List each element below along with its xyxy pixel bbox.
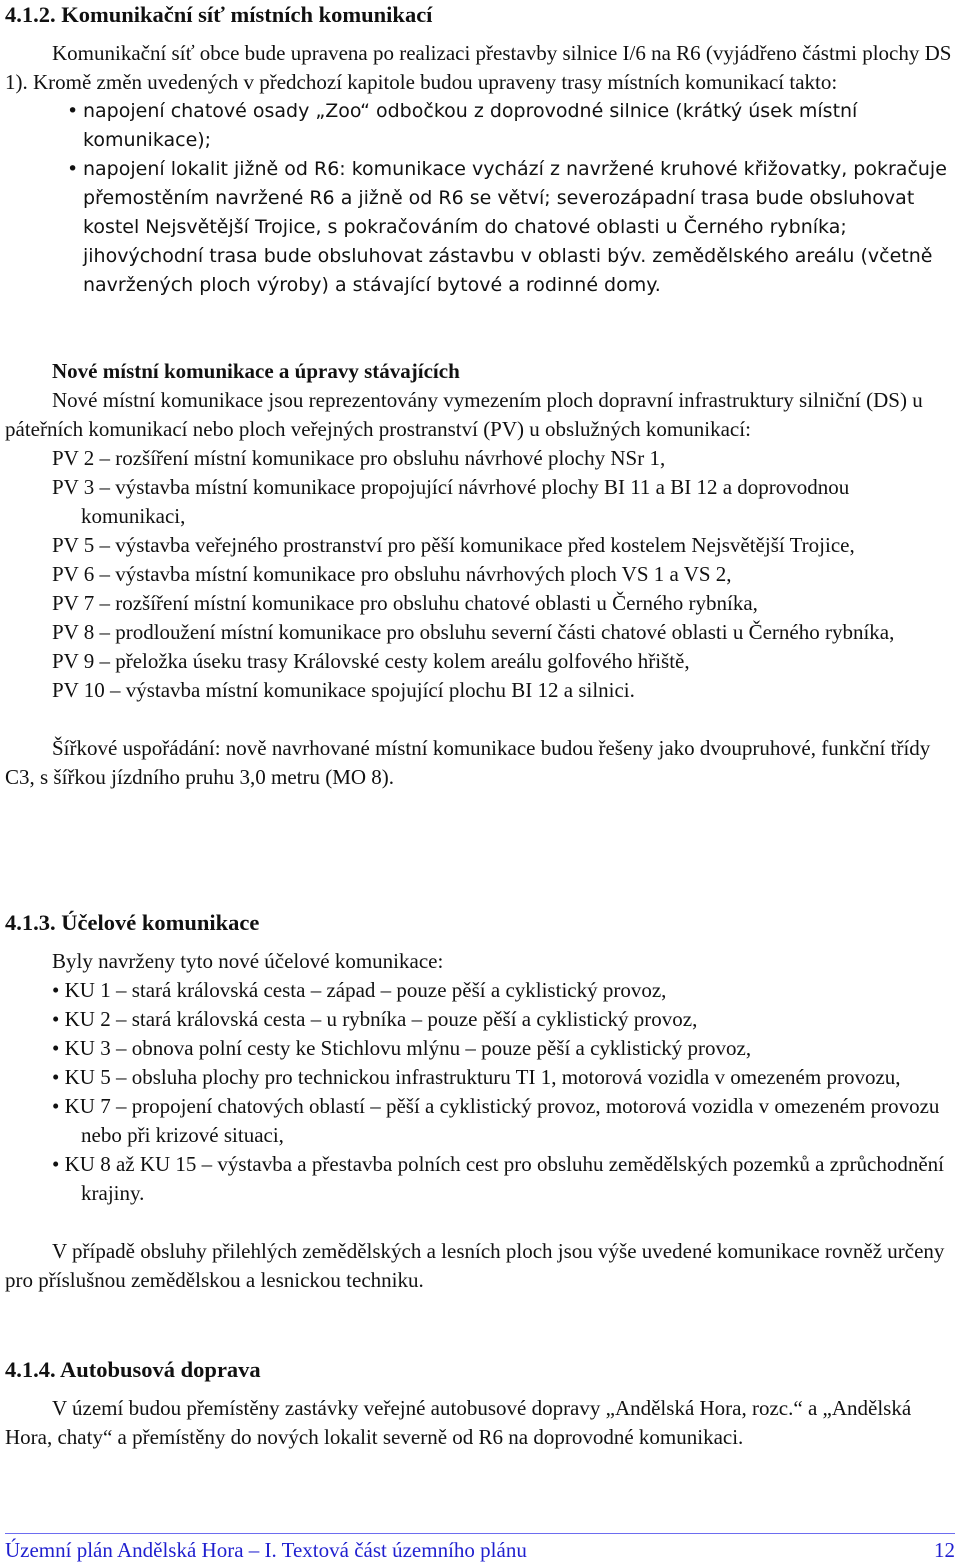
page-number: 12 bbox=[934, 1538, 955, 1562]
list-item-text: KU 1 – stará královská cesta – západ – pouze pěší a cyklistický provoz, bbox=[64, 978, 667, 1002]
bullet-icon: • bbox=[52, 978, 60, 1002]
list-item-text: KU 2 – stará královská cesta – u rybníka – pouze pěší a cyklistický provoz, bbox=[64, 1007, 698, 1031]
section-heading: 4.1.4. Autobusová doprava bbox=[5, 1357, 261, 1382]
list-item: PV 10 – výstavba místní komunikace spojující plochu BI 12 a silnici. bbox=[52, 678, 635, 702]
paragraph: Nové místní komunikace jsou reprezentovány vymezením ploch dopravní infrastruktury silniční (DS) u páteřních komunikací nebo ploch veřejných prostranství (PV) u obslužných komunikací: bbox=[5, 388, 923, 441]
footer-divider bbox=[5, 1533, 955, 1534]
pv-list bbox=[5, 444, 955, 705]
ku-list bbox=[5, 976, 955, 1208]
paragraph: Byly navrženy tyto nové účelové komunikace: bbox=[52, 949, 444, 973]
footer-title: Územní plán Andělská Hora – I. Textová část územního plánu bbox=[5, 1538, 527, 1562]
list-item bbox=[5, 1034, 955, 1063]
section-new-roads bbox=[5, 357, 955, 792]
list-item: PV 7 – rozšíření místní komunikace pro obsluhu chatové oblasti u Černého rybníka, bbox=[52, 591, 758, 615]
bullet-icon: • bbox=[52, 1152, 60, 1176]
list-item-text: napojení chatové osady „Zoo“ odbočkou z doprovodné silnice (krátký úsek místní komunikace); bbox=[83, 100, 858, 151]
list-item-text: KU 8 až KU 15 – výstavba a přestavba polních cest pro obsluhu zemědělských pozemků a zprůchodnění krajiny. bbox=[64, 1152, 945, 1205]
list-item-text: KU 3 – obnova polní cesty ke Stichlovu mlýnu – pouze pěší a cyklistický provoz, bbox=[64, 1036, 752, 1060]
list-item bbox=[5, 1063, 955, 1092]
paragraph: Šířkové uspořádání: nově navrhované místní komunikace budou řešeny jako dvoupruhové, funkční třídy C3, s šířkou jízdního pruhu 3,0 metru (MO 8). bbox=[5, 736, 931, 789]
list-item bbox=[5, 155, 955, 300]
bullet-icon: • bbox=[67, 158, 79, 180]
section-heading: 4.1.2. Komunikační síť místních komunikací bbox=[5, 2, 433, 27]
list-item-text: KU 7 – propojení chatových oblastí – pěší a cyklistický provoz, motorová vozidla v omezeném provozu nebo při krizové situaci, bbox=[64, 1094, 940, 1147]
section-4-1-4 bbox=[5, 1355, 955, 1452]
list-item: PV 2 – rozšíření místní komunikace pro obsluhu návrhové plochy NSr 1, bbox=[52, 446, 666, 470]
paragraph: V případě obsluhy přilehlých zemědělských a lesních ploch jsou výše uvedené komunikace rovněž určeny pro příslušnou zemědělskou a lesnickou techniku. bbox=[5, 1239, 945, 1292]
bullet-icon: • bbox=[52, 1007, 60, 1031]
list-item bbox=[5, 1005, 955, 1034]
bullet-icon: • bbox=[52, 1065, 60, 1089]
list-item: PV 8 – prodloužení místní komunikace pro obsluhu severní části chatové oblasti u Černého rybníka, bbox=[52, 620, 895, 644]
paragraph: Komunikační síť obce bude upravena po realizaci přestavby silnice I/6 na R6 (vyjádřeno částmi plochy DS 1). Kromě změn uvedených v předchozí kapitole budou upraveny trasy místních komunikací takto: bbox=[5, 41, 952, 94]
bullet-icon: • bbox=[52, 1094, 60, 1118]
list-item bbox=[5, 976, 955, 1005]
subheading: Nové místní komunikace a úpravy stávajících bbox=[52, 359, 460, 383]
bullet-list bbox=[5, 97, 955, 300]
bullet-icon: • bbox=[67, 100, 79, 122]
list-item-text: KU 5 – obsluha plochy pro technickou infrastrukturu TI 1, motorová vozidla v omezeném provozu, bbox=[64, 1065, 901, 1089]
list-item-text: napojení lokalit jižně od R6: komunikace vychází z navržené kruhové křižovatky, pokračuje přemostěním navržené R6 a jižně od R6 se větví; severozápadní trasa bude obsluhovat kostel Nejsvětější Trojice, s pokračováním do chatové oblasti u Černého rybníka; jihovýchodní trasa bude obsluhovat zástavbu v oblasti býv. zemědělského areálu (včetně navržených ploch výroby) a stávající bytové a rodinné domy. bbox=[83, 158, 947, 296]
list-item bbox=[5, 97, 955, 155]
section-4-1-2 bbox=[5, 0, 955, 300]
list-item: PV 5 – výstavba veřejného prostranství pro pěší komunikace před kostelem Nejsvětější Trojice, bbox=[52, 533, 855, 557]
page-footer bbox=[5, 1538, 955, 1564]
list-item: PV 3 – výstavba místní komunikace propojující návrhové plochy BI 11 a BI 12 a doprovodnou komunikaci, bbox=[52, 475, 850, 528]
list-item bbox=[5, 1092, 955, 1150]
list-item: PV 9 – přeložka úseku trasy Královské cesty kolem areálu golfového hřiště, bbox=[52, 649, 690, 673]
list-item: PV 6 – výstavba místní komunikace pro obsluhu návrhových ploch VS 1 a VS 2, bbox=[52, 562, 732, 586]
list-item bbox=[5, 1150, 955, 1208]
section-heading: 4.1.3. Účelové komunikace bbox=[5, 910, 260, 935]
section-4-1-3 bbox=[5, 908, 955, 1295]
paragraph: V území budou přemístěny zastávky veřejné autobusové dopravy „Andělská Hora, rozc.“ a „Andělská Hora, chaty“ a přemístěny do nových lokalit severně od R6 na doprovodné komunikaci. bbox=[5, 1396, 912, 1449]
bullet-icon: • bbox=[52, 1036, 60, 1060]
